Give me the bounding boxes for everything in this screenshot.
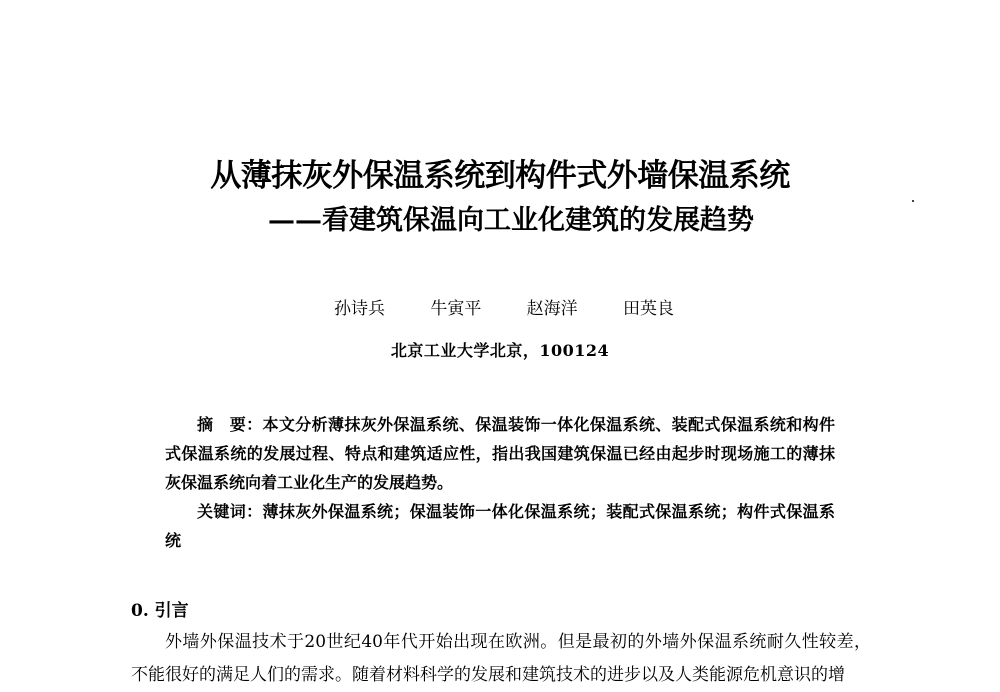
paper-subtitle: ——看建筑保温向工业化建筑的发展趋势: [268, 205, 754, 236]
paper-title: 从薄抹灰外保温系统到构件式外墙保温系统: [210, 158, 790, 194]
body-paragraph: 外墙外保温技术于20世纪40年代开始出现在欧洲。但是最初的外墙外保温系统耐久性较差，不能很好的满足人们的需求。随着材料科学的发展和建筑技术的进步以及人类能源危机意识的增: [131, 632, 871, 685]
author-name: 孙诗兵: [334, 299, 385, 319]
abstract-block: [165, 410, 835, 555]
scan-speck: [912, 200, 914, 202]
abstract-text: 本文分析薄抹灰外保温系统、保温装饰一体化保温系统、装配式保温系统和构件式保温系统的发展过程、特点和建筑适应性，指出我国建筑保温已经由起步时现场施工的薄抹灰保温系统向着工业化生产的发展趋势。: [165, 415, 835, 492]
abstract-paragraph: [165, 410, 835, 497]
affiliation: 北京工业大学北京，100124: [390, 341, 610, 360]
abstract-label: 摘 要：: [197, 415, 263, 434]
author-name: 田英良: [622, 299, 674, 319]
author-name: 赵海洋: [526, 299, 578, 319]
section-heading: 0. 引言: [131, 601, 189, 621]
keywords-text: 薄抹灰外保温系统；保温装饰一体化保温系统；装配式保温系统；构件式保温系统: [165, 502, 835, 550]
body-text: [131, 626, 871, 692]
keywords-paragraph: [165, 497, 835, 555]
author-list: [334, 294, 674, 319]
keywords-label: 关键词：: [197, 502, 263, 521]
author-name: 牛寅平: [430, 299, 482, 319]
